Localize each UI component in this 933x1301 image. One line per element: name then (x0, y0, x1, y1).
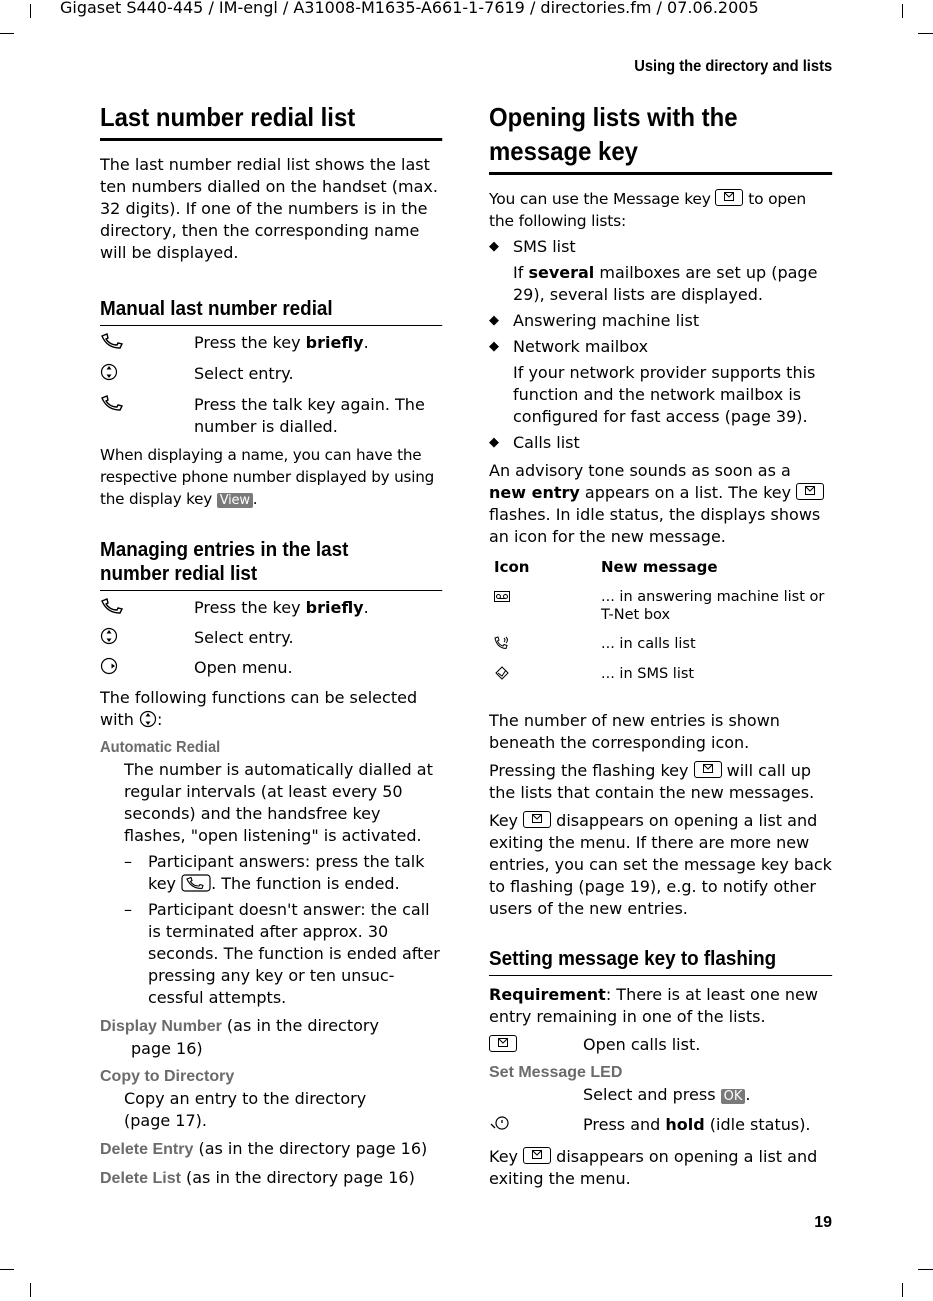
crop-mark (30, 1283, 31, 1297)
file-header: Gigaset S440-445 / IM-engl / A31008-M1635-A661-1-7619 / directories.fm / 07.06.2005 (60, 0, 759, 17)
left-column (100, 100, 442, 1190)
title-line: message key (489, 136, 638, 166)
text-bold: Requirement (489, 985, 606, 1004)
crop-mark (918, 33, 933, 34)
display-key-view: View (217, 493, 253, 508)
crop-mark (0, 33, 14, 34)
talk-key-icon (100, 332, 194, 356)
text: Participant answers: press the talk key (148, 852, 425, 893)
section-title-message-key (489, 100, 832, 175)
step-text: Open menu. (194, 658, 293, 677)
message-key-icon (796, 483, 824, 500)
text: Select and press (583, 1085, 721, 1104)
text: disappears on opening a list and exiting the menu. If there are more new entries, you can set the message key back to flashing (page 19), e.g. to notify other users of the new entries. (489, 811, 832, 918)
end-call-key-icon (489, 1114, 583, 1140)
paragraph (489, 760, 832, 804)
control-key-updown-icon (100, 363, 194, 387)
requirement (489, 984, 832, 1028)
answering-machine-icon (489, 584, 601, 630)
text: Pressing the flashing key (489, 761, 694, 780)
text: page 16) (131, 1039, 203, 1058)
table-cell: ... in calls list (601, 636, 696, 652)
list-sub (489, 262, 832, 306)
table-row (489, 630, 832, 660)
text-bold: new entry (489, 483, 580, 502)
menu-text (489, 1084, 832, 1108)
text: to open the following lists: (489, 190, 806, 230)
step (100, 657, 442, 681)
menu-text: The number is automatically dialled at regular intervals (at least every 50 seconds) and the handsfree key flashes, "open listening" is activated. (124, 760, 433, 845)
text: When displaying a name, you can have the respective phone number displayed by using the display key (100, 446, 435, 508)
dash-item: – Participant doesn't answer: the call is terminated after approx. 30 seconds. The function is ended after pressing any key or ten unsuc-cessful attempts. (100, 899, 442, 1009)
text: disappears on opening a list and exiting the menu. (489, 1147, 818, 1188)
message-key-icon (523, 811, 551, 828)
heading-managing-entries (100, 538, 442, 591)
text: (as in the directory (221, 1016, 379, 1035)
text: Key (489, 811, 524, 830)
text: Copy an entry to the directory (124, 1089, 367, 1108)
step-text: Select entry. (194, 364, 294, 383)
text: Network mailbox (513, 337, 649, 356)
control-key-updown-icon (139, 710, 157, 728)
control-key-updown-icon (100, 627, 194, 651)
text: Answering machine list (513, 311, 700, 330)
step-text: . (363, 598, 369, 617)
advisory-paragraph (489, 460, 832, 548)
heading-line: Managing entries in the last (100, 538, 349, 561)
text: . (745, 1085, 751, 1104)
managing-steps (100, 597, 442, 681)
text: (as in the directory page 16) (193, 1139, 428, 1158)
table-row (489, 584, 832, 630)
display-paragraph (100, 444, 442, 512)
control-key-right-icon (100, 657, 194, 681)
crop-mark (918, 1269, 933, 1270)
crop-mark (902, 1283, 903, 1297)
section-title-redial: Last number redial list (100, 100, 442, 141)
menu-automatic-redial (100, 737, 442, 1009)
text: SMS list (513, 237, 576, 256)
step-bold: hold (665, 1115, 705, 1134)
step-text: Press and (583, 1115, 666, 1134)
paragraph: The number of new entries is shown beneath the corresponding icon. (489, 711, 780, 752)
step-bold: briefly (305, 333, 364, 352)
text: mailboxes are set up (page 29), several lists are displayed. (513, 263, 818, 304)
step (489, 1034, 832, 1056)
crop-mark (30, 4, 31, 18)
table-header-row (489, 558, 832, 584)
menu-delete-entry (100, 1138, 442, 1161)
heading-manual-redial: Manual last number redial (100, 297, 442, 326)
table-header: Icon (494, 558, 530, 576)
title-line: Opening lists with the (489, 102, 738, 132)
menu-label: Delete Entry (100, 1141, 194, 1158)
list-item: ◆ Network mailbox (489, 337, 649, 356)
text: will call up the lists that contain the new messages. (489, 761, 815, 802)
right-column (489, 100, 832, 1190)
sms-icon (489, 660, 601, 690)
step (100, 394, 442, 438)
text-bold: several (528, 263, 595, 282)
menu-copy-to-directory (100, 1066, 442, 1132)
text: : (157, 710, 163, 729)
menu-label: Automatic Redial (100, 739, 221, 756)
menu-label: Display Number (100, 1018, 222, 1035)
text: If (513, 263, 529, 282)
table-header: New message (601, 558, 718, 576)
calls-list-icon (489, 630, 601, 660)
menu-display-number (100, 1015, 442, 1060)
message-key-icon (523, 1147, 551, 1164)
heading-line: number redial list (100, 562, 258, 585)
crop-mark (0, 1269, 14, 1270)
step-text: Press the key (194, 598, 306, 617)
step (100, 597, 442, 621)
dash-item: – Participant answers: press the talk key . The function is ended. (124, 852, 425, 893)
step-bold: briefly (305, 598, 364, 617)
step-text: . (363, 333, 369, 352)
crop-mark (902, 4, 903, 18)
table-row (489, 660, 832, 690)
text: You can use the Message key (489, 190, 716, 208)
talk-key-icon (181, 874, 211, 892)
step-text: Select entry. (194, 628, 294, 647)
message-key-icon (694, 761, 722, 778)
step (100, 627, 442, 651)
functions-intro (100, 687, 442, 731)
icon-table (489, 558, 832, 690)
talk-key-icon (100, 597, 194, 621)
step (100, 332, 442, 356)
list-item: ◆ Calls list (489, 433, 580, 452)
page-number: 19 (814, 1214, 832, 1231)
message-key-icon (489, 1035, 517, 1052)
step-text: Press the key (194, 333, 306, 352)
menu-delete-list (100, 1167, 442, 1190)
text: (as in the directory page 16) (180, 1168, 415, 1187)
running-head: Using the directory and lists (634, 58, 832, 75)
text: Key (489, 1147, 524, 1166)
intro-paragraph: The last number redial list shows the last ten numbers dialled on the handset (max. 32 digits). If one of the numbers is in the directory, then the corresponding name will be displayed. (100, 155, 438, 262)
list-sub: If your network provider supports this function and the network mailbox is configured for fast access (page 39). (513, 363, 816, 426)
step (489, 1114, 832, 1140)
text: . (252, 490, 258, 508)
display-key-ok: OK (721, 1089, 746, 1104)
step (100, 363, 442, 387)
text: (page 17). (124, 1111, 207, 1130)
heading-setting-message-key: Setting message key to flashing (489, 947, 832, 976)
manual-steps (100, 332, 442, 438)
menu-label: Set Message LED (489, 1064, 623, 1081)
step-text: (idle status). (704, 1115, 811, 1134)
table-cell: ... in SMS list (601, 666, 695, 682)
text: . The function is ended. (211, 874, 400, 893)
intro-paragraph (489, 188, 832, 232)
text: Calls list (513, 433, 580, 452)
text: flashes. In idle status, the displays shows an icon for the new message. (489, 505, 821, 546)
paragraph (489, 810, 832, 920)
text: The following functions can be selected with (100, 688, 418, 729)
message-key-icon (715, 189, 743, 206)
menu-label: Copy to Directory (100, 1068, 235, 1085)
text: Participant doesn't answer: the call is terminated after approx. 30 seconds. The function is ended after pressing any key or ten unsuc-cessful attempts. (148, 900, 440, 1007)
text: An advisory tone sounds as soon as a (489, 461, 791, 480)
list-item: ◆ Answering machine list (489, 311, 700, 330)
talk-key-icon (100, 394, 194, 438)
table-cell: ... in answering machine list or T-Net box (601, 589, 825, 623)
text: appears on a list. The key (579, 483, 797, 502)
step-text: Open calls list. (583, 1035, 701, 1054)
menu-label: Delete List (100, 1170, 181, 1187)
paragraph (489, 1146, 832, 1190)
text: : There is at least one new entry remaining in one of the lists. (489, 985, 818, 1026)
step-text: Press the talk key again. The number is dialled. (194, 395, 425, 436)
list-item: ◆ SMS list (489, 237, 576, 256)
